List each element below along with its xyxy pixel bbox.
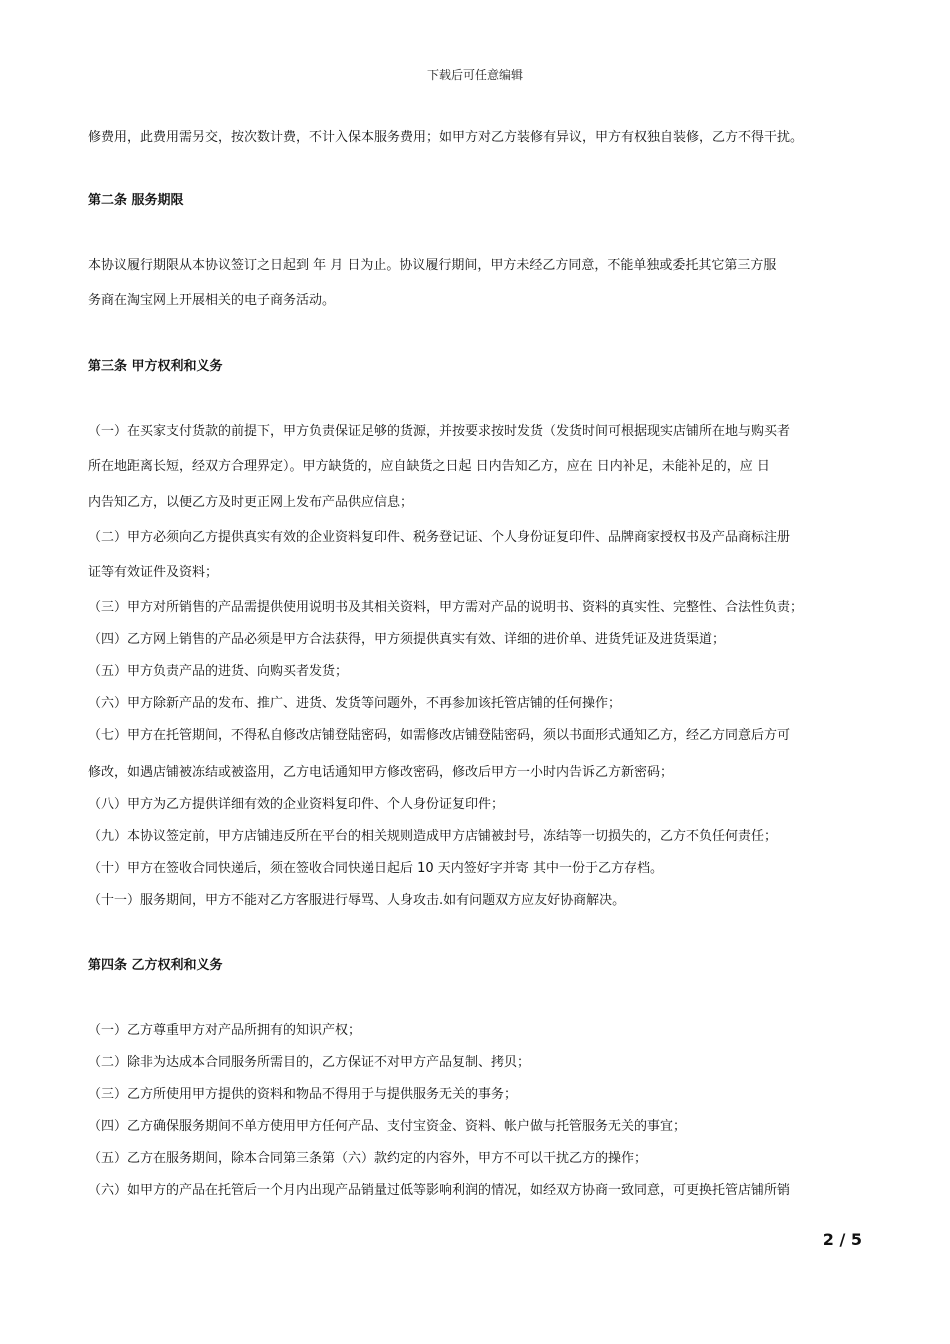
- clause-line: （六）如甲方的产品在托管后一个月内出现产品销量过低等影响利润的情况，如经双方协商一致同意，可更换托管店铺所销: [88, 1183, 791, 1198]
- clause-line: 内告知乙方，以便乙方及时更正网上发布产品供应信息；: [88, 495, 414, 510]
- clause-line: （二）甲方必须向乙方提供真实有效的企业资料复印件、税务登记证、个人身份证复印件、品牌商家授权书及产品商标注册: [88, 530, 791, 545]
- clause-line: （一）在买家支付货款的前提下，甲方负责保证足够的货源，并按要求按时发货（发货时间可根据现实店铺所在地与购买者: [88, 424, 791, 439]
- clause-line: （五）甲方负责产品的进货、向购买者发货；: [88, 664, 349, 679]
- clause-line: 所在地距离长短，经双方合理界定）。甲方缺货的，应自缺货之日起 日内告知乙方，应在 日内补足，未能补足的，应 日: [88, 459, 770, 474]
- clause-line: （六）甲方除新产品的发布、推广、进货、发货等问题外，不再参加该托管店铺的任何操作；: [88, 696, 622, 711]
- page-header: 下载后可任意编辑: [426, 68, 523, 82]
- clause-line: （九）本协议签定前，甲方店铺违反所在平台的相关规则造成甲方店铺被封号，冻结等一切损失的，乙方不负任何责任；: [88, 829, 778, 844]
- clause-line: （十）甲方在签收合同快递后，须在签收合同快递日起后 10 天内签好字并寄 其中一份于乙方存档。: [88, 861, 663, 876]
- clause-line: （七）甲方在托管期间，不得私自修改店铺登陆密码，如需修改店铺登陆密码，须以书面形式通知乙方，经乙方同意后方可: [88, 728, 791, 743]
- paragraph-line: 本协议履行期限从本协议签订之日起到 年 月 日为止。协议履行期间，甲方未经乙方同意，不能单独或委托其它第三方服: [88, 258, 777, 273]
- clause-line: 修改，如遇店铺被冻结或被盗用，乙方电话通知甲方修改密码，修改后甲方一小时内告诉乙方新密码；: [88, 765, 674, 780]
- clause-line: （十一）服务期间，甲方不能对乙方客服进行辱骂、人身攻击.如有问题双方应友好协商解决。: [88, 893, 626, 908]
- section-heading-2: 第二条 服务期限: [88, 193, 184, 208]
- paragraph-line: 修费用，此费用需另交，按次数计费，不计入保本服务费用；如甲方对乙方装修有异议，甲方有权独自装修，乙方不得干扰。: [88, 130, 804, 145]
- section-heading-3: 第三条 甲方权利和义务: [88, 359, 223, 374]
- clause-line: （二）除非为达成本合同服务所需目的，乙方保证不对甲方产品复制、拷贝；: [88, 1055, 531, 1070]
- clause-line: （三）甲方对所销售的产品需提供使用说明书及其相关资料，甲方需对产品的说明书、资料的真实性、完整性、合法性负责；: [88, 600, 804, 615]
- paragraph-line: 务商在淘宝网上开展相关的电子商务活动。: [88, 293, 336, 308]
- clause-line: （五）乙方在服务期间，除本合同第三条第（六）款约定的内容外，甲方不可以干扰乙方的操作；: [88, 1151, 648, 1166]
- clause-line: （三）乙方所使用甲方提供的资料和物品不得用于与提供服务无关的事务；: [88, 1087, 518, 1102]
- clause-line: （一）乙方尊重甲方对产品所拥有的知识产权；: [88, 1023, 362, 1038]
- section-heading-4: 第四条 乙方权利和义务: [88, 958, 223, 973]
- clause-line: （四）乙方确保服务期间不单方使用甲方任何产品、支付宝资金、资料、帐户做与托管服务无关的事宜；: [88, 1119, 687, 1134]
- clause-line: （四）乙方网上销售的产品必须是甲方合法获得，甲方须提供真实有效、详细的进价单、进货凭证及进货渠道；: [88, 632, 726, 647]
- clause-line: （八）甲方为乙方提供详细有效的企业资料复印件、个人身份证复印件；: [88, 797, 505, 812]
- page-number: 2 / 5: [822, 1230, 862, 1249]
- clause-line: 证等有效证件及资料；: [88, 565, 219, 580]
